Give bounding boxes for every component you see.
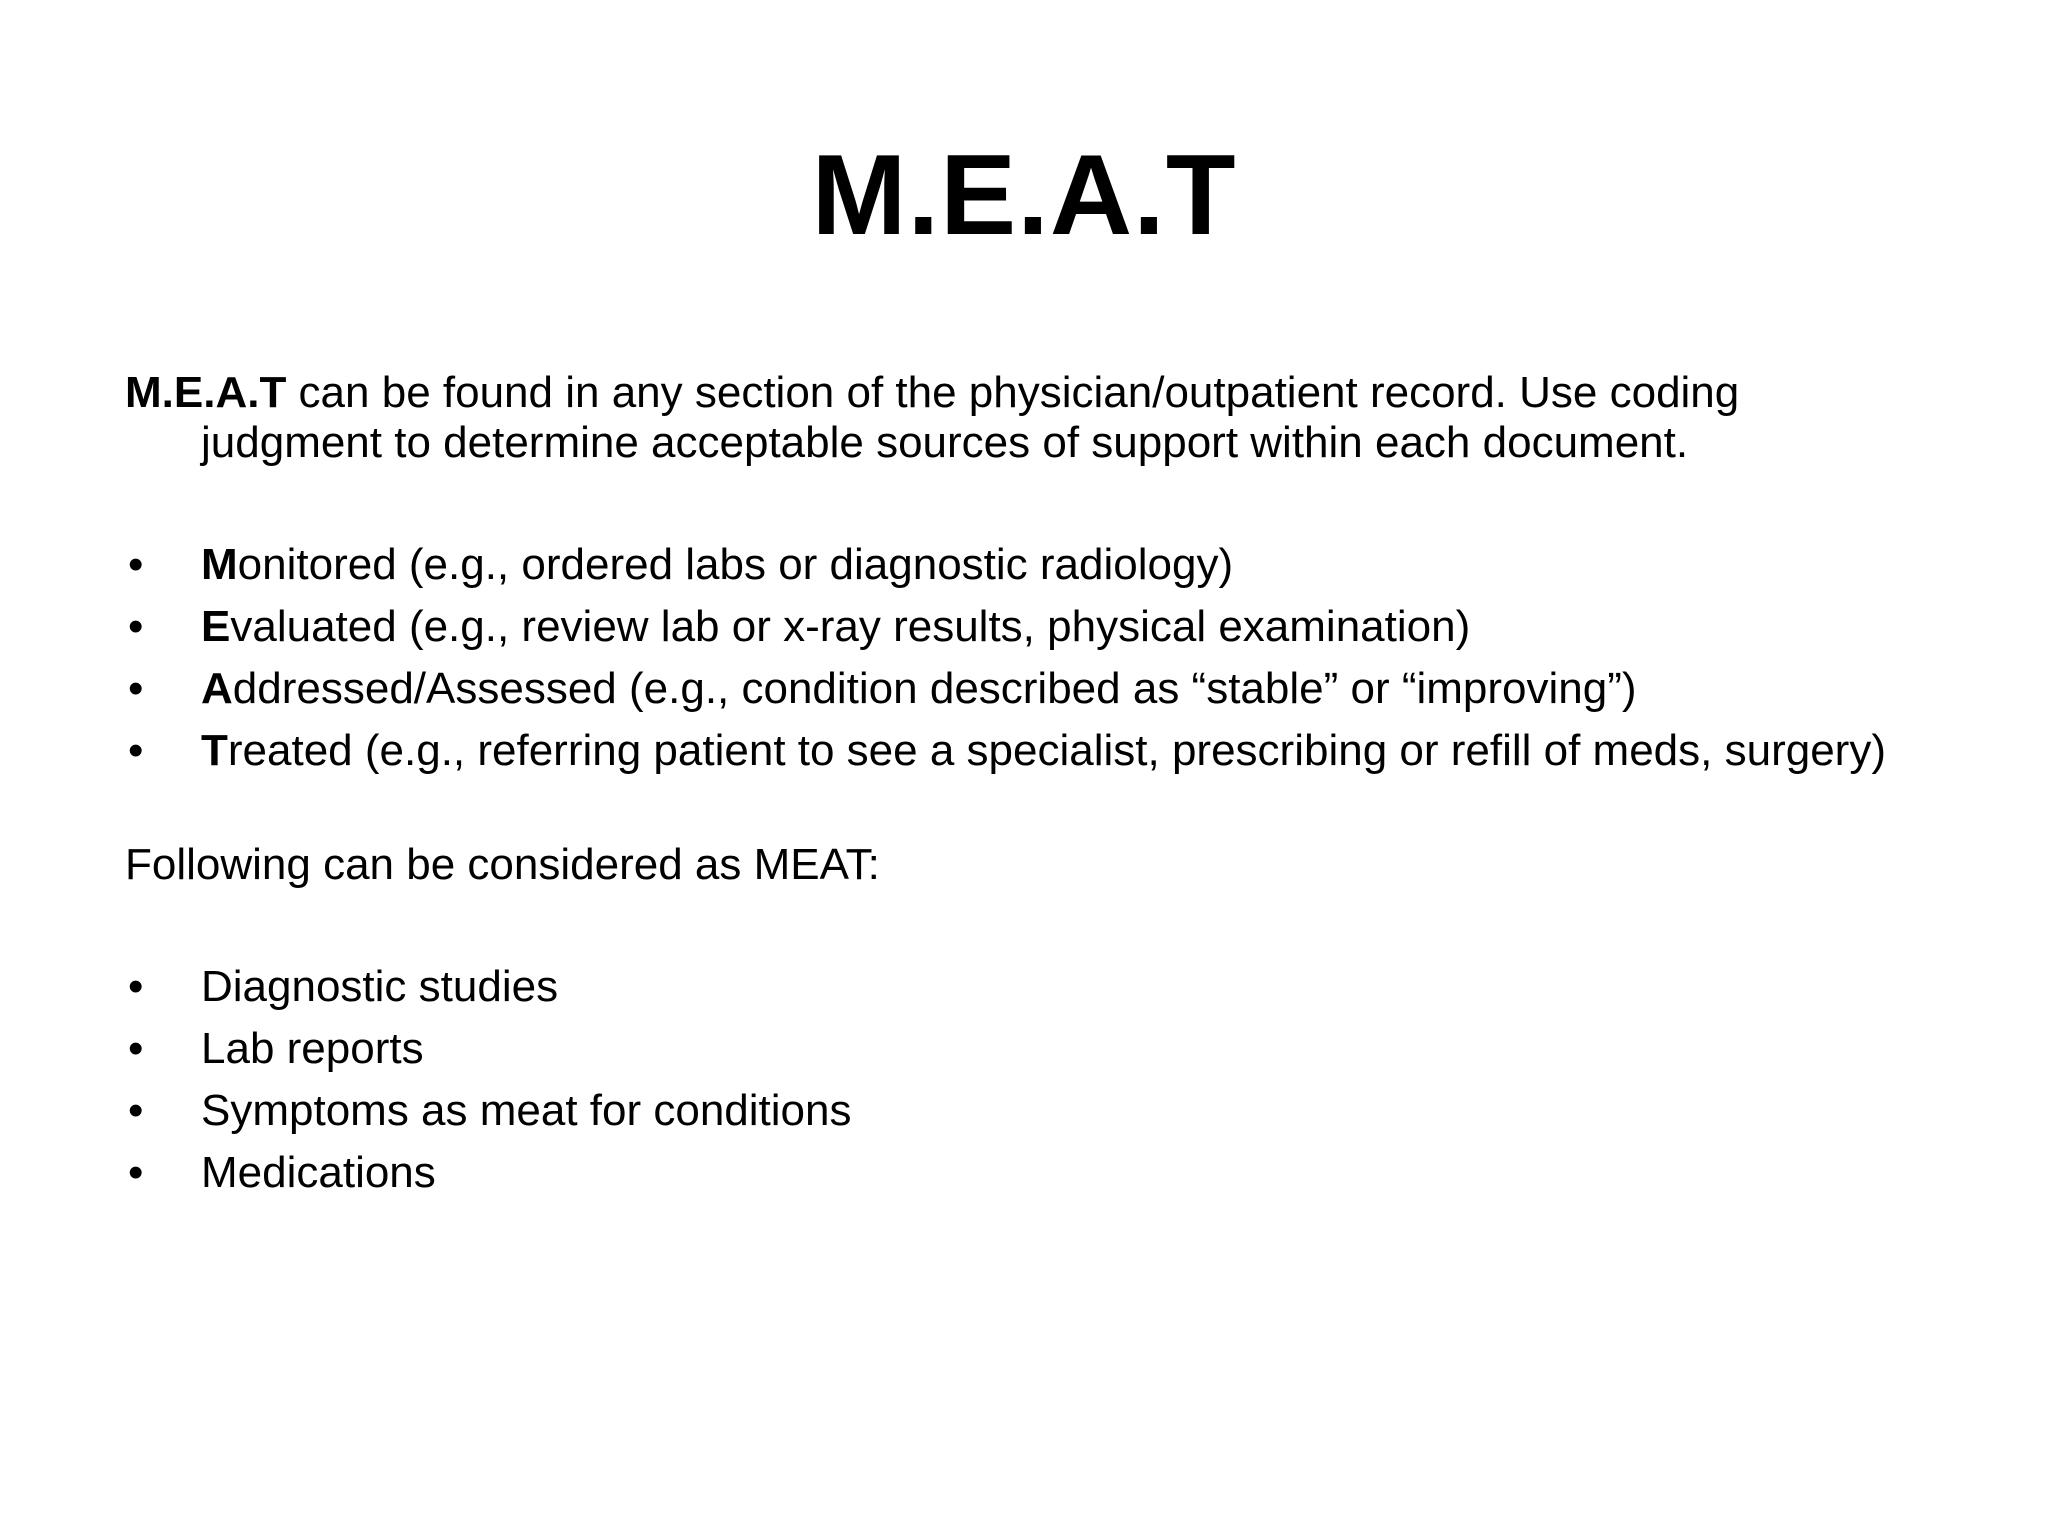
meat-item-text: reated (e.g., referring patient to see a specialist, prescribing or refill of meds, surgery) [227,726,1886,775]
bullet-icon: • [128,726,144,775]
bullet-icon: • [128,1024,144,1073]
bullet-icon: • [128,1148,144,1197]
intro-paragraph [125,368,1925,468]
considered-item [125,962,1925,1012]
meat-item-lead: M [201,540,238,589]
meat-item-text: ddressed/Assessed (e.g., condition described as “stable” or “improving”) [232,664,1637,713]
considered-item-text: Symptoms as meat for conditions [201,1086,852,1135]
bullet-icon: • [128,602,144,651]
slide-title: M.E.A.T [811,132,1237,259]
considered-item-text: Medications [201,1148,436,1197]
meat-item-lead: A [201,664,233,713]
bullet-icon: • [128,1086,144,1135]
following-label: Following can be considered as MEAT: [125,840,880,889]
intro-text: can be found in any section of the physician/outpatient record. Use coding judgment to determine acceptable sources of support within each document. [201,368,1740,467]
meat-item-lead: E [201,602,231,651]
meat-item-treated [125,726,1925,776]
meat-list [125,540,1925,776]
considered-item-text: Diagnostic studies [201,962,559,1011]
considered-list [125,962,1925,1198]
meat-item-text: onitored (e.g., ordered labs or diagnostic radiology) [237,540,1234,589]
meat-item-lead: T [201,726,228,775]
bullet-icon: • [128,540,144,589]
intro-bold-term: M.E.A.T [125,368,287,417]
meat-item-monitored [125,540,1925,590]
considered-item [125,1024,1925,1074]
meat-item-text: valuated (e.g., review lab or x-ray results, physical examination) [230,602,1471,651]
bullet-icon: • [128,664,144,713]
bullet-icon: • [128,962,144,1011]
considered-item [125,1086,1925,1136]
meat-item-addressed [125,664,1925,714]
slide-body [125,368,1925,1210]
considered-item-text: Lab reports [201,1024,424,1073]
considered-item [125,1148,1925,1198]
meat-item-evaluated [125,602,1925,652]
